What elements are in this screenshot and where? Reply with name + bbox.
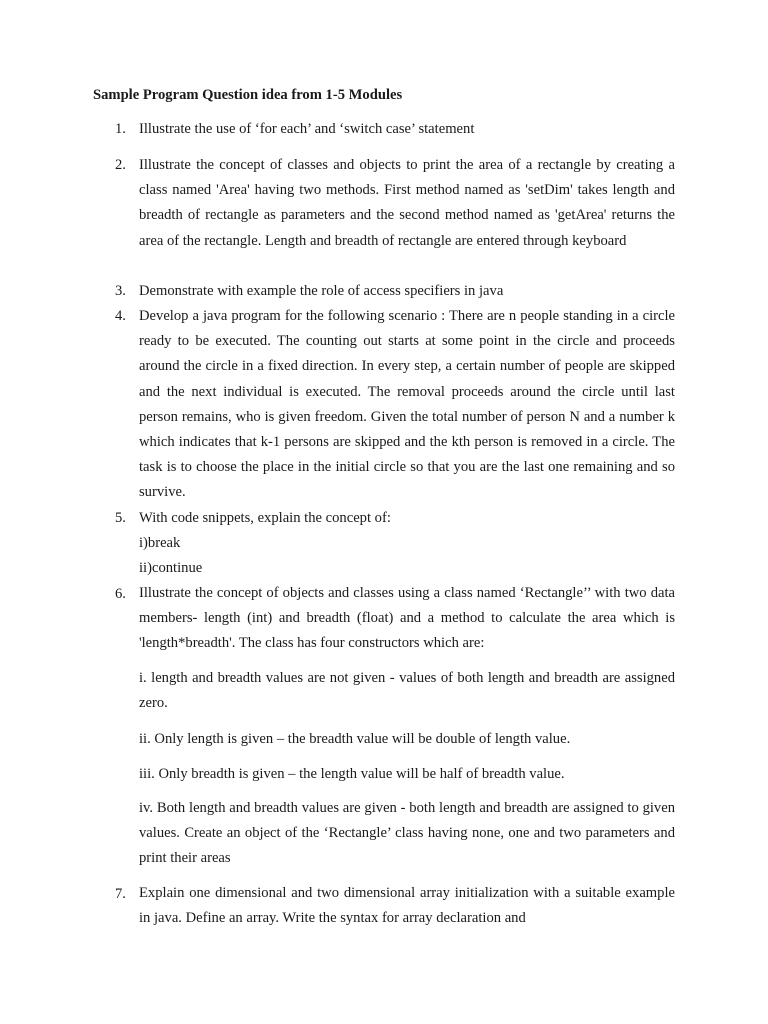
q4-number: 4.: [115, 308, 126, 324]
q2-number: 2.: [115, 157, 126, 173]
q7-text: Explain one dimensional and two dimensional array initialization with a suitable example in java. Define an array. Write the syntax for array declaration and: [139, 885, 675, 927]
q6-constructor-2: ii. Only length is given – the breadth value will be double of length value.: [139, 731, 571, 747]
q6-number: 6.: [115, 586, 126, 602]
q7-number: 7.: [115, 886, 126, 902]
q6-constructor-3: iii. Only breadth is given – the length value will be half of breadth value.: [139, 766, 565, 782]
q1-number: 1.: [115, 121, 126, 137]
q6-constructor-1: i. length and breadth values are not given - values of both length and breadth are assigned zero.: [139, 670, 675, 712]
q6-constructor-4: iv. Both length and breadth values are given - both length and breadth are assigned to given values. Create an object of the ‘Rectangle’ class having none, one and two parameters and print their areas: [139, 800, 675, 867]
q5-sub-continue: ii)continue: [139, 560, 203, 576]
document-title: Sample Program Question idea from 1-5 Modules: [93, 87, 403, 103]
q3-number: 3.: [115, 283, 126, 299]
q5-text: With code snippets, explain the concept of:: [139, 510, 391, 526]
q1-text: Illustrate the use of ‘for each’ and ‘switch case’ statement: [139, 121, 475, 137]
q6-text: Illustrate the concept of objects and classes using a class named ‘Rectangle’’ with two data members- length (int) and breadth (float) and a method to calculate the area which is 'length*breadth'. The class has four constructors which are:: [139, 585, 675, 652]
q5-sub-break: i)break: [139, 535, 181, 551]
q3-text: Demonstrate with example the role of access specifiers in java: [139, 283, 504, 299]
q4-text: Develop a java program for the following scenario : There are n people standing in a circle ready to be executed. The counting out starts at some point in the circle and proceeds around the circle in a fixed direction. In every step, a certain number of people are skipped and the next individual is executed. The removal proceeds around the circle until last person remains, who is given freedom. Given the total number of person N and a number k which indicates that k-1 persons are skipped and the kth person is removed in a circle. The task is to choose the place in the initial circle so that you are the last one remaining and so survive.: [139, 308, 675, 501]
q5-number: 5.: [115, 510, 126, 526]
q2-text: Illustrate the concept of classes and objects to print the area of a rectangle by creating a class named 'Area' having two methods. First method named as 'setDim' takes length and breadth of rectangle as parameters and the second method named as 'getArea' returns the area of the rectangle. Length and breadth of rectangle are entered through keyboard: [139, 157, 675, 249]
